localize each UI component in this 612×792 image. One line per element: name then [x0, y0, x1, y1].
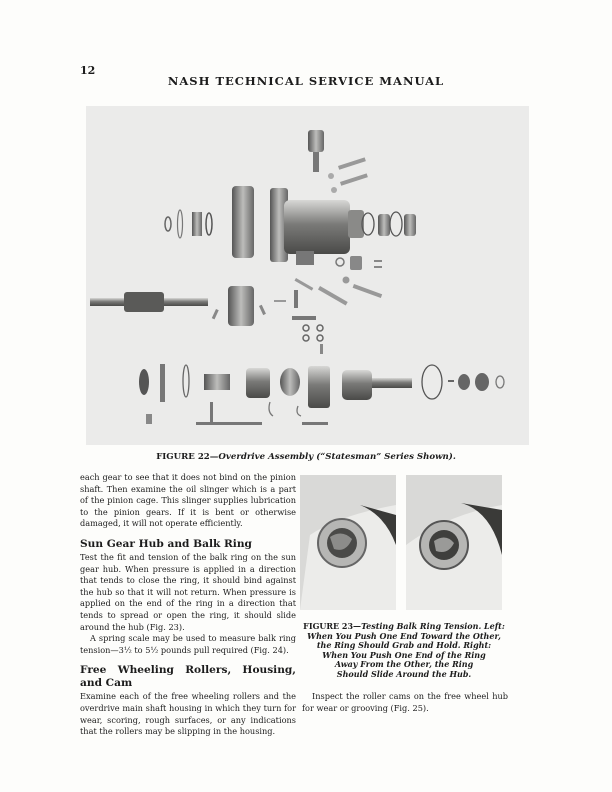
paragraph-rollers-examine: Examine each of the free wheeling rollers and the overdrive main shaft housing in which they turn for wear, scoring, rough surfaces, or any indications that the rollers may be slipping in the housing. — [80, 691, 296, 737]
paragraph-spring-scale: A spring scale may be used to measure balk ring tension—3½ to 5½ pounds pull required (Fig. 24). — [80, 633, 296, 655]
figure-23-right-photo — [406, 475, 502, 610]
paragraph-oil-slinger: each gear to see that it does not bind on the pinion shaft. Then examine the oil slinger which is a part of the pinion cage. This slinger supplies lubrication to the pinion gears. If it is bent or otherwise damaged, it will not operate efficiently. — [80, 472, 296, 529]
figure-22-image — [86, 106, 529, 445]
figure-23-caption-lead: FIGURE 23— — [303, 621, 362, 631]
main-housing-part — [232, 186, 364, 265]
figure-23-caption-line: Testing Balk Ring Tension. Left: — [361, 621, 505, 631]
figure-23-caption-line: When You Push One End Toward the Other, — [307, 630, 501, 641]
paragraph-roller-cams: Inspect the roller cams on the free wheel hub for wear or grooving (Fig. 25). — [302, 691, 508, 713]
overdrive-assembly-photo — [86, 106, 529, 445]
figure-23-left-photo — [300, 475, 396, 610]
figure-23-caption-line: When You Push One End of the Ring — [322, 649, 486, 660]
solenoid-part — [308, 130, 324, 172]
figure-22-caption-lead: FIGURE 22— — [156, 452, 219, 462]
figure-23-caption-line: Should Slide Around the Hub. — [336, 668, 472, 679]
heading-free-wheeling: Free Wheeling Rollers, Housing, and Cam — [80, 664, 296, 690]
main-shaft-part — [90, 292, 208, 312]
balk-ring-slide-photo — [406, 475, 502, 610]
balk-ring-grab-photo — [300, 475, 396, 610]
gear-train-parts — [139, 364, 504, 425]
heading-sun-gear-hub: Sun Gear Hub and Balk Ring — [80, 537, 252, 550]
figure-22-caption-title: Overdrive Assembly (“Statesman” Series Shown). — [218, 452, 456, 462]
figure-23-caption-line: the Ring Should Grab and Hold. Right: — [316, 640, 492, 651]
page-number: 12 — [80, 64, 96, 77]
figure-23-caption — [302, 622, 506, 680]
paragraph-balk-ring-test: Test the fit and tension of the balk ring on the sun gear hub. When pressure is applied in a direction that tends to close the ring, it should bind against the hub so that it will not return. When pressure is applied on the end of the ring in a direction that tends to spread or open the ring, it should slide around the hub (Fig. 23). — [80, 551, 296, 632]
figure-23-caption-line: Away From the Other, the Ring — [334, 659, 474, 670]
figure-22-caption — [0, 452, 612, 462]
left-column — [80, 472, 296, 738]
running-head: NASH TECHNICAL SERVICE MANUAL — [167, 74, 445, 88]
